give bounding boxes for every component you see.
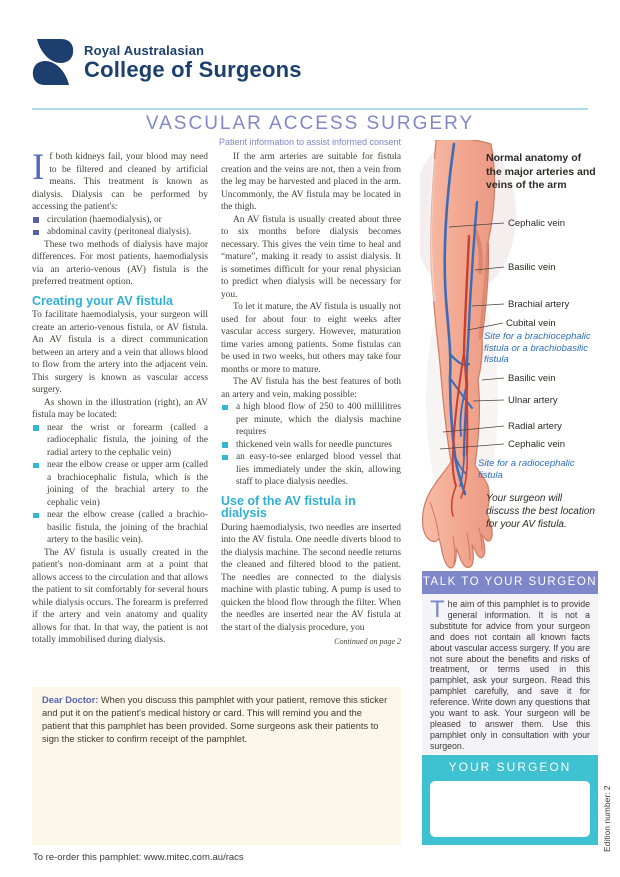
- list-item-text: near the wrist or forearm (called a radiocephalic fistula, the joining of the radial artery to the cephalic vein): [47, 422, 208, 458]
- talk-to-surgeon-header: TALK TO YOUR SURGEON: [422, 571, 598, 594]
- anatomy-label-ulnar-artery: Ulnar artery: [508, 395, 558, 406]
- illustration-title: Normal anatomy of the major arteries and veins of the arm: [486, 152, 596, 191]
- list-item-text: an easy-to-see enlarged blood vessel that lies immediately under the skin, allowing staff to place dialysis needles.: [236, 452, 401, 487]
- list-item-text: a high blood flow of 250 to 400 millilitres per minute, which the dialysis machine requires: [236, 402, 401, 437]
- list-item-text: near the elbow crease or upper arm (called a brachiocephalic fistula, which is the joining of the brachial artery to the cephalic vein): [47, 460, 208, 508]
- paragraph: The AV fistula has the best features of both an artery and vein, making possible:: [221, 377, 401, 400]
- site-label-radiocephalic: Site for a radiocephalic fistula: [478, 458, 575, 481]
- your-surgeon-box: [422, 755, 598, 845]
- list-item: [32, 459, 208, 509]
- section-heading: Creating your AV fistula: [32, 293, 173, 308]
- list-item-text: circulation (haemodialysis), or: [47, 214, 162, 225]
- dropcap-letter: T: [430, 596, 445, 623]
- surgeon-write-in-field[interactable]: [430, 781, 590, 837]
- body-column-2: [221, 151, 401, 649]
- logo-text: [84, 43, 302, 82]
- dear-doctor-label: Dear Doctor:: [42, 695, 99, 705]
- header-divider: [32, 108, 588, 110]
- bullet-square-icon: [222, 442, 228, 448]
- arm-anatomy-illustration: [420, 140, 598, 572]
- paragraph: To facilitate haemodialysis, your surgeon will create an arterio-venous fistula, or AV fistula. An AV fistula is a direct communication between an artery and a vein that allows blood to flow from the artery into the adjacent vein. This surgery is known as vascular access surgery.: [32, 310, 208, 395]
- dropcap-letter: I: [32, 147, 45, 188]
- bullet-square-icon: [33, 463, 39, 469]
- anatomy-label-brachial-artery: Brachial artery: [508, 299, 570, 310]
- body-column-1: [32, 147, 208, 647]
- list-item: [32, 214, 208, 227]
- paragraph: To let it mature, the AV fistula is usually not used for about four to eight weeks after vascular access surgery. However, maturation time varies among patients. Some fistulas can be used in two weeks, but others may take four months or more to mature.: [221, 302, 401, 375]
- edition-number: Edition number: 2: [602, 785, 612, 852]
- dear-doctor-sticker: [32, 687, 401, 845]
- anatomy-label-cephalic-vein-lower: Cephalic vein: [508, 439, 566, 450]
- anatomy-label-cubital-vein: Cubital vein: [506, 318, 556, 329]
- paragraph: [32, 147, 208, 214]
- racs-logo-icon: [32, 38, 74, 86]
- page-subtitle: Patient information to assist informed consent: [218, 137, 402, 147]
- paragraph: If the arm arteries are suitable for fistula creation and the veins are not, then a vein from the leg may be harvested and placed in the arm. Uncommonly, the AV fistula may be located in the thigh.: [221, 152, 401, 212]
- paragraph: These two methods of dialysis have major differences. For most patients, haemodialysis via an arterio-venous (AV) fistula is the preferred treatment option.: [32, 239, 208, 287]
- anatomy-label-basilic-vein-upper: Basilic vein: [508, 262, 556, 273]
- anatomy-label-radial-artery: Radial artery: [508, 421, 562, 432]
- list-item: [221, 439, 401, 452]
- paragraph: During haemodialysis, two needles are inserted into the AV fistula. One needle diverts blood to the dialysis machine. The second needle returns the cleaned and filtered blood to the patient. The needles are connected to the dialysis machine with plastic tubing. A pump is used to quicken the blood flow through the filter. When the needles are inserted near the AV fistula at the start of the dialysis procedure, you: [221, 522, 401, 633]
- site-label-brachiocephalic: Site for a brachiocephalic fistula or a brachiobasilic fistula: [484, 331, 591, 365]
- bullet-square-icon: [33, 230, 39, 236]
- reorder-footer: To re-order this pamphlet: www.mitec.com.au/racs: [33, 852, 244, 863]
- section-heading: Use of the AV fistula in dialysis: [221, 493, 356, 520]
- bullet-square-icon: [33, 513, 39, 519]
- bullet-square-icon: [33, 425, 39, 431]
- paragraph: An AV fistula is usually created about three to six months before dialysis becomes necessary. This gives the vein time to heal and “mature”, making it ready to assist dialysis. It is sometimes difficult for your renal physician to predict when dialysis will be necessary for you.: [221, 214, 401, 300]
- list-item: [32, 422, 208, 460]
- surgeon-note: Your surgeon will discuss the best location for your AV fistula.: [486, 493, 595, 530]
- paragraph-text: f both kidneys fail, your blood may need to be filtered and cleaned by artificial means. This treatment is known as dialysis. Dialysis can be performed by accessing the patient's:: [32, 152, 208, 212]
- list-item-text: thickened vein walls for needle punctures: [236, 439, 392, 450]
- logo-line1: Royal Australasian: [84, 42, 205, 58]
- bullet-square-icon: [222, 405, 228, 411]
- dear-doctor-text: When you discuss this pamphlet with your patient, remove this sticker and put it on the patient's medical history or card. This will remind you and the patient that this pamphlet has been provided. Some surgeons ask their patients to sign the sticker to confirm receipt of the pamphlet.: [42, 695, 388, 744]
- talk-to-surgeon-body: [422, 594, 598, 754]
- bullet-square-icon: [33, 217, 39, 223]
- list-item: [221, 401, 401, 439]
- racs-logo: [32, 38, 302, 86]
- continued-note: Continued on page 2: [334, 637, 401, 646]
- list-item-text: abdominal cavity (peritoneal dialysis).: [47, 227, 192, 237]
- list-item: [32, 509, 208, 547]
- paragraph: The AV fistula is usually created in the patient's non-dominant arm at a point that allows access to the circulation and that allows the patient to sit comfortably for several hours while dialysis occurs. The forearm is preferred if the artery and vein anatomy and quality allows for that. In that way, the patient is not totally immobilised during dialysis.: [32, 547, 208, 645]
- page-title: VASCULAR ACCESS SURGERY: [145, 113, 475, 134]
- anatomy-label-basilic-vein-lower: Basilic vein: [508, 373, 556, 384]
- list-item-text: near the elbow crease (called a brachio-basilic fistula, the joining of the brachial artery to the basilic vein).: [47, 510, 208, 545]
- list-item: [32, 226, 208, 239]
- list-item: [221, 451, 401, 489]
- anatomy-label-cephalic-vein-upper: Cephalic vein: [508, 218, 566, 229]
- paragraph: As shown in the illustration (right), an AV fistula may be located:: [32, 397, 208, 420]
- talk-body-text: he aim of this pamphlet is to provide general information. It is not a substitute for advice from your surgeon and does not contain all known facts about vascular access surgery. If you are not sure about the benefits and risks of treatment, or terms used in this pamphlet, ask your surgeon. Read this pamphlet carefully, and save it for reference. Write down any questions that you want to ask. Your surgeon will be pleased to answer them. Use this pamphlet only in consultation with your surgeon.: [430, 599, 590, 751]
- logo-line2: College of Surgeons: [84, 56, 302, 82]
- bullet-square-icon: [222, 455, 228, 461]
- your-surgeon-header: YOUR SURGEON: [448, 760, 572, 774]
